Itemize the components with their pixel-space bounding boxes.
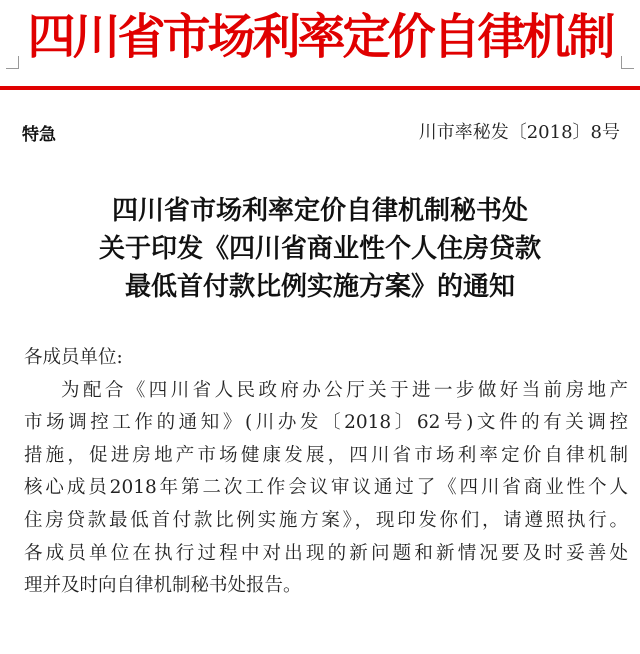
body-line: 为配合《四川省人民政府办公厅关于进一步做好当前房地产 [61, 379, 628, 401]
document-body [24, 342, 628, 603]
body-line: 住房贷款最低首付款比例实施方案》，现印发你们，请遵照执行。 [24, 509, 628, 531]
document-number: 川市率秘发〔2018〕8号 [418, 122, 620, 143]
body-line: 理并及时向自律机制秘书处报告。 [24, 575, 302, 597]
red-header [0, 0, 640, 80]
title-line-1: 四川省市场利率定价自律机制秘书处 [111, 196, 528, 226]
body-line: 核心成员2018年第二次工作会议审议通过了《四川省商业性个人 [24, 477, 628, 499]
body-line: 各成员单位在执行过程中对出现的新问题和新情况要及时妥善处 [24, 542, 628, 564]
salutation: 各成员单位: [24, 347, 123, 368]
document-title [0, 192, 640, 306]
urgency-label: 特急 [22, 125, 56, 145]
issuing-organization-title: 四川省市场利率定价自律机制 [27, 9, 613, 65]
body-line: 市场调控工作的通知》(川办发〔2018〕62号)文件的有关调控 [24, 412, 628, 434]
body-line: 措施，促进房地产市场健康发展，四川省市场利率定价自律机制 [24, 444, 628, 466]
title-line-2: 关于印发《四川省商业性个人住房贷款 [98, 234, 541, 264]
title-line-3: 最低首付款比例实施方案》的通知 [124, 272, 515, 302]
red-separator-line [0, 86, 640, 90]
